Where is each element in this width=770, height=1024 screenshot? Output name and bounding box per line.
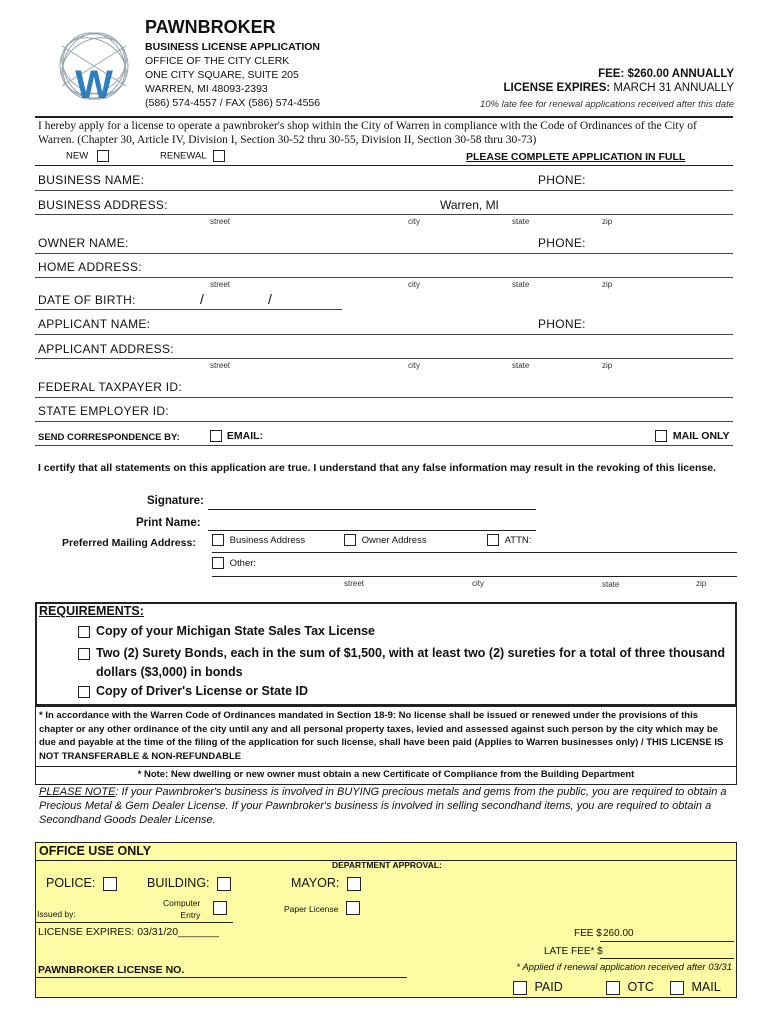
state-id-label: STATE EMPLOYER ID: (38, 404, 169, 418)
department-approval-label: DEPARTMENT APPROVAL: (332, 860, 442, 870)
business-city-value: Warren, MI (440, 198, 499, 212)
preferred-mailing-label: Preferred Mailing Address: (62, 537, 196, 549)
business-address-line[interactable] (35, 214, 733, 215)
business-phone-label: PHONE: (538, 173, 586, 187)
otc-option[interactable] (606, 980, 654, 995)
license-expires-office: LICENSE EXPIRES: 03/31/20_______ (38, 926, 219, 938)
opt-other[interactable] (212, 557, 256, 569)
applicant-address-label: APPLICANT ADDRESS: (38, 342, 174, 356)
license-expires-value: MARCH 31 ANNUALLY (613, 82, 734, 94)
form-subtitle: BUSINESS LICENSE APPLICATION (145, 41, 321, 53)
mail-label: MAIL (691, 980, 721, 994)
paid-checkbox[interactable] (513, 981, 527, 995)
owner-name-label: OWNER NAME: (38, 236, 129, 250)
federal-id-label: FEDERAL TAXPAYER ID: (38, 380, 183, 394)
please-note-text: : If your Pawnbroker's business is involved in BUYING precious metals and gems from the public, you are required to obtain a Precious Metal & Gem Dealer License. If your Pawnbroker's business is involved in selling secondhand items, you are required to obtain a Secondhand Goods Dealer License. (39, 786, 727, 826)
computer-entry-checkbox[interactable] (213, 901, 227, 915)
sales-tax-text: Copy of your Michigan State Sales Tax License (96, 624, 376, 638)
applicant-name-line[interactable] (35, 334, 733, 335)
sales-tax-checkbox[interactable] (78, 626, 90, 638)
other-zip-caption: zip (696, 579, 707, 588)
renewal-label: RENEWAL (160, 150, 207, 162)
paid-option[interactable] (513, 980, 563, 995)
applicant-address-line[interactable] (35, 358, 733, 359)
mail-only-checkbox[interactable] (655, 430, 667, 442)
fee-line[interactable] (600, 941, 734, 942)
certificate-note: * Note: New dwelling or new owner must obtain a new Certificate of Compliance from the Building Department (137, 769, 635, 780)
other-street-caption: street (344, 579, 365, 588)
home-street-caption: street (210, 280, 231, 289)
business-state-caption: state (512, 217, 530, 226)
late-fee-office-note: * Applied if renewal application received after 03/31 (516, 962, 732, 973)
home-city-caption: city (408, 280, 420, 289)
mayor-label: MAYOR: (291, 876, 340, 890)
renewal-option[interactable] (160, 150, 225, 162)
mail-checkbox[interactable] (670, 981, 684, 995)
office-address-1: ONE CITY SQUARE, SUITE 205 (145, 69, 299, 81)
building-checkbox[interactable] (217, 877, 231, 891)
owner-address-option-label: Owner Address (361, 534, 427, 546)
opt-owner-address[interactable] (344, 534, 427, 546)
form-title: PAWNBROKER (145, 17, 276, 37)
attn-checkbox[interactable] (487, 534, 499, 546)
applicant-street-caption: street (210, 361, 231, 370)
mail-option[interactable] (670, 980, 721, 995)
dob-label: DATE OF BIRTH: (38, 293, 136, 307)
dob-line[interactable] (35, 309, 342, 310)
police-label: POLICE: (46, 876, 96, 890)
police-checkbox[interactable] (103, 877, 117, 891)
home-zip-caption: zip (602, 280, 613, 289)
applicant-city-caption: city (408, 361, 420, 370)
attn-line[interactable] (212, 552, 737, 553)
print-name-line[interactable] (208, 530, 536, 531)
applicant-state-caption: state (512, 361, 530, 370)
owner-phone-label: PHONE: (538, 236, 586, 250)
late-fee-note: 10% late fee for renewal applications received after this date (479, 99, 734, 110)
other-city-caption: city (472, 579, 484, 588)
please-note-label: PLEASE NOTE (39, 786, 116, 798)
svg-text:W: W (75, 63, 113, 107)
computer-entry-line-2: Entry (180, 910, 201, 920)
issued-by-line[interactable] (35, 922, 233, 923)
license-expires-label: LICENSE EXPIRES: (503, 82, 611, 94)
requirement-surety-bonds[interactable] (78, 646, 725, 660)
license-number-label: PAWNBROKER LICENSE NO. (38, 964, 185, 976)
new-label: NEW (66, 150, 89, 162)
computer-entry-line-1: Computer (163, 898, 201, 908)
office-use-title: OFFICE USE ONLY (39, 844, 152, 858)
dob-slash-1: / (200, 291, 204, 307)
email-label: EMAIL: (226, 430, 264, 442)
owner-address-checkbox[interactable] (344, 534, 356, 546)
requirement-drivers-license[interactable] (78, 684, 308, 698)
applicant-zip-caption: zip (602, 361, 613, 370)
business-address-label: BUSINESS ADDRESS: (38, 198, 168, 212)
business-name-label: BUSINESS NAME: (38, 173, 145, 187)
mayor-approval[interactable] (291, 876, 361, 891)
computer-entry-label (163, 897, 200, 921)
other-line[interactable] (212, 576, 737, 577)
drivers-license-text: Copy of Driver's License or State ID (96, 684, 309, 698)
complete-notice: PLEASE COMPLETE APPLICATION IN FULL (466, 151, 686, 163)
building-label: BUILDING: (147, 876, 210, 890)
requirement-sales-tax[interactable] (78, 624, 375, 638)
police-approval[interactable] (46, 876, 117, 891)
surety-bonds-text: Two (2) Surety Bonds, each in the sum of $1,500, with at least two (2) sureties for a total of three thousand (96, 646, 726, 660)
state-id-line[interactable] (35, 421, 733, 422)
license-number-line[interactable] (35, 977, 407, 978)
please-note (39, 785, 729, 827)
annual-fee: FEE: $260.00 ANNUALLY (598, 68, 734, 80)
business-city-caption: city (408, 217, 420, 226)
applicant-phone-label: PHONE: (538, 317, 586, 331)
home-address-label: HOME ADDRESS: (38, 260, 142, 274)
other-option-label: Other: (229, 557, 257, 569)
dob-slash-2: / (268, 291, 272, 307)
business-zip-caption: zip (602, 217, 613, 226)
opt-attn[interactable] (487, 534, 531, 546)
other-checkbox[interactable] (212, 557, 224, 569)
signature-line[interactable] (208, 509, 536, 510)
renewal-checkbox[interactable] (213, 150, 225, 162)
home-state-caption: state (512, 280, 530, 289)
ordinance-notice: * In accordance with the Warren Code of Ordinances mandated in Section 18-9: No license shall be issued or renewed under the provisions of this chapter or any other ordinance of the city until any and all personal property taxes, levied and assessed against such person by the city which may be due and payable at the time of the filing of the application for such license, shall have been paid (Applies to Warren businesses only) / THIS LICENSE IS NOT TRANSFERABLE & NON-REFUNDABLE (39, 710, 724, 762)
email-checkbox[interactable] (210, 430, 222, 442)
paid-label: PAID (534, 980, 563, 994)
home-address-line[interactable] (35, 277, 733, 278)
late-fee-label: LATE FEE* $ (544, 946, 603, 957)
email-option[interactable] (210, 430, 263, 442)
certify-statement: I certify that all statements on this application are true. I understand that any false information may result in the revoking of this license. (38, 462, 716, 474)
building-approval[interactable] (147, 876, 231, 891)
send-correspondence-label: SEND CORRESPONDENCE BY: (38, 432, 180, 443)
city-logo (52, 26, 132, 108)
office-phone: (586) 574-4557 / FAX (586) 574-4556 (145, 97, 321, 109)
business-name-line[interactable] (35, 190, 733, 191)
surety-bonds-checkbox[interactable] (78, 648, 90, 660)
paper-license-checkbox[interactable] (346, 901, 360, 915)
applicant-name-label: APPLICANT NAME: (38, 317, 151, 331)
issued-by-label: Issued by: (37, 909, 76, 919)
new-option[interactable] (66, 150, 109, 162)
owner-name-line[interactable] (35, 253, 733, 254)
opt-business-address[interactable] (212, 534, 305, 546)
late-fee-line[interactable] (600, 958, 734, 959)
otc-checkbox[interactable] (606, 981, 620, 995)
mail-only-label: MAIL ONLY (672, 430, 730, 442)
business-address-checkbox[interactable] (212, 534, 224, 546)
license-expires-header (504, 82, 735, 94)
other-state-caption: state (602, 580, 620, 589)
mail-only-option[interactable] (655, 430, 730, 442)
fee-label: FEE $ (574, 928, 602, 939)
intro-text: I hereby apply for a license to operate a pawnbroker's shop within the City of Warren in compliance with the Code of Ordinances of the City of Warren. (Chapter 30, Article IV, Division I, Section 30-52 thru 30-55, Division II, Section 30-58 thru 30-73) (38, 120, 697, 146)
attn-option-label: ATTN: (504, 534, 532, 546)
requirements-title: REQUIREMENTS: (39, 604, 144, 618)
office-address-2: WARREN, MI 48093-2393 (145, 83, 268, 95)
federal-id-line[interactable] (35, 397, 733, 398)
fee-value: 260.00 (603, 928, 634, 939)
email-line[interactable] (35, 445, 733, 446)
business-address-option-label: Business Address (229, 534, 306, 546)
signature-label: Signature: (147, 495, 204, 507)
new-checkbox[interactable] (97, 150, 109, 162)
paper-license-label: Paper License (284, 904, 339, 914)
office-name: OFFICE OF THE CITY CLERK (145, 55, 290, 67)
print-name-label: Print Name: (136, 517, 201, 529)
mayor-checkbox[interactable] (347, 877, 361, 891)
business-street-caption: street (210, 217, 231, 226)
drivers-license-checkbox[interactable] (78, 686, 90, 698)
otc-label: OTC (627, 980, 654, 994)
surety-bonds-text-2: dollars ($3,000) in bonds (96, 665, 243, 679)
